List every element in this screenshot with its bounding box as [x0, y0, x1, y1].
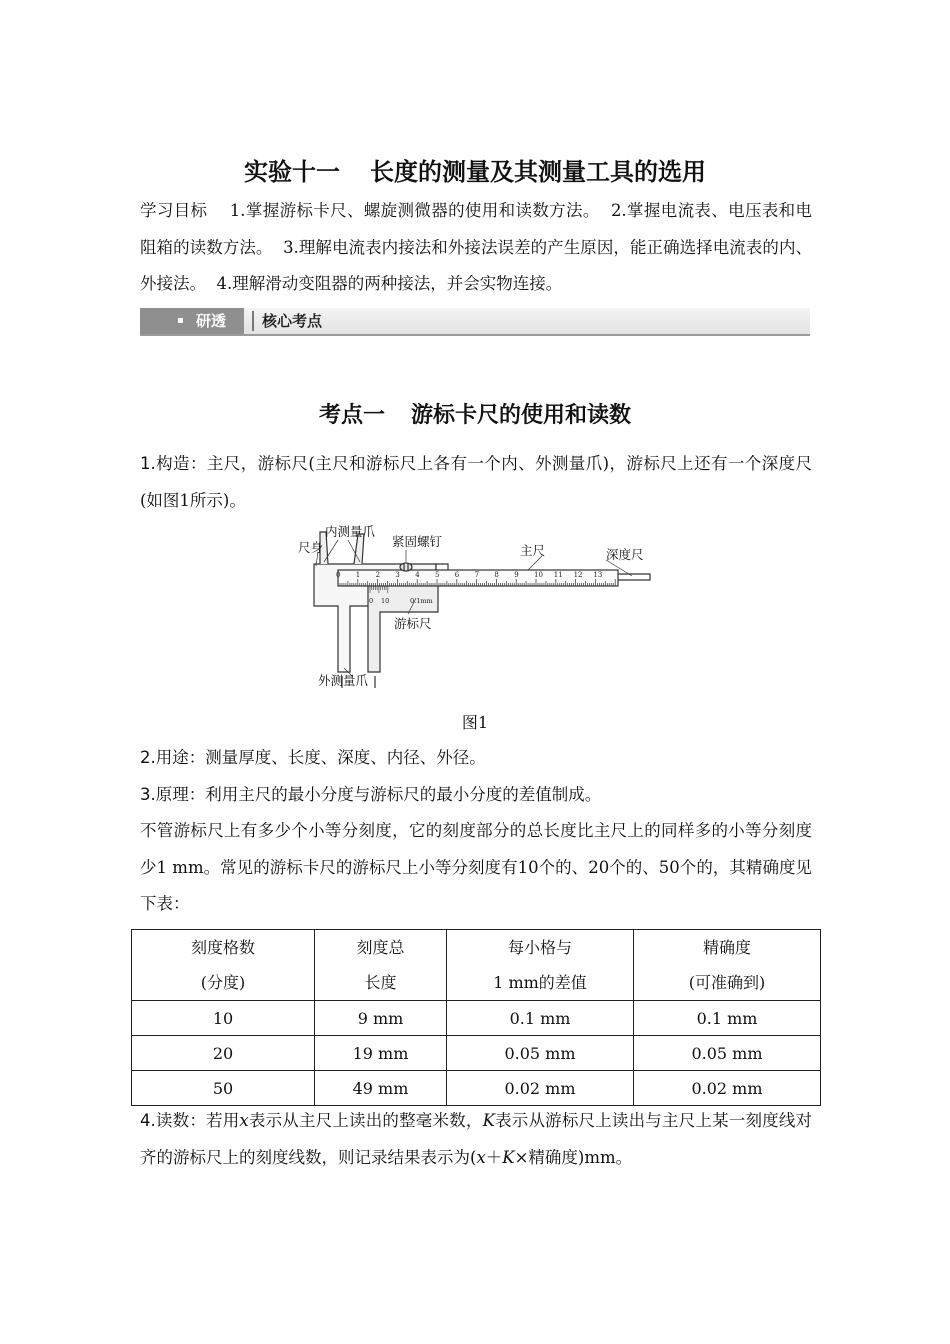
table-cell: 0.1 mm [634, 1001, 821, 1036]
reading-text: 表示从主尺上读出的整毫米数， [248, 1111, 483, 1130]
table-cell: 0.05 mm [634, 1036, 821, 1071]
label-main-scale: 主尺 [520, 543, 546, 558]
section-banner [140, 308, 810, 336]
header-line: 刻度格数 [190, 938, 255, 957]
banner-tag-text: 研透 [196, 312, 227, 330]
label-body: 尺身 [298, 540, 324, 555]
header-line: 每小格与 [507, 938, 572, 957]
objective-3: 3.理解电流表内接法和外接法误差的产生原因，能正确选择电流表的内、外接法。 [140, 237, 813, 293]
table-header-cell [447, 930, 634, 1001]
table-cell: 0.1 mm [447, 1001, 634, 1036]
vernier-caliper-diagram [298, 522, 654, 694]
construction-label: 1.构造： [140, 454, 207, 473]
principle-paragraph [140, 777, 812, 814]
title-part1: 实验十一 [244, 158, 340, 186]
main-scale-label: 11 [553, 571, 563, 579]
reading-text: 若用 [206, 1111, 240, 1130]
header-line: 长度 [364, 973, 397, 992]
var-x: x [476, 1147, 486, 1167]
table-cell: 19 mm [315, 1036, 447, 1071]
header-line: 精确度 [702, 938, 751, 957]
construction-paragraph [140, 446, 812, 519]
main-scale-label: 10 [534, 571, 543, 579]
reading-text: 精确度)mm。 [528, 1147, 633, 1167]
label-vernier: 游标尺 [394, 616, 432, 631]
usage-text: 测量厚度、长度、深度、内径、外径。 [205, 748, 486, 767]
square-bullet-icon [178, 318, 183, 323]
main-scale-label: 2 [375, 571, 381, 579]
main-scale-label: 12 [573, 571, 583, 579]
table-header-cell [634, 930, 821, 1001]
table-cell: 49 mm [315, 1071, 447, 1106]
caliper-figure [298, 522, 654, 694]
construction-text: 主尺，游标尺(主尺和游标尺上各有一个内、外测量爪)，游标尺上还有一个深度尺(如图1所示)。 [140, 454, 813, 510]
page-title [0, 152, 950, 187]
var-x: x [239, 1111, 249, 1130]
header-line: 1 mm的差值 [493, 973, 587, 992]
precision-mark: 0.1mm [410, 597, 433, 605]
times-symbol: × [514, 1147, 529, 1167]
objective-1: 1.掌握游标卡尺、螺旋测微器的使用和读数方法。 [229, 201, 600, 220]
table-header-cell [315, 930, 447, 1001]
table-header-cell [132, 930, 315, 1001]
main-scale-label: 9 [514, 571, 519, 579]
table-cell: 50 [132, 1071, 315, 1106]
section-part1: 考点一 [318, 403, 385, 428]
table-cell: 20 [132, 1036, 315, 1071]
main-scale-label: 3 [395, 571, 400, 579]
banner-divider [252, 311, 254, 331]
vernier-label-10: 10 [381, 597, 390, 605]
banner-text: 核心考点 [262, 312, 323, 330]
label-inner-jaw: 内测量爪 [325, 524, 376, 539]
main-scale-label: 8 [494, 571, 499, 579]
section-part2: 游标卡尺的使用和读数 [411, 403, 632, 428]
principle-text: 利用主尺的最小分度与游标尺的最小分度的差值制成。 [205, 785, 602, 804]
figure-caption: 图1 [461, 713, 489, 732]
label-outer-jaw: 外测量爪 [318, 673, 369, 688]
principle-label: 3.原理： [140, 785, 206, 804]
header-line: (可准确到) [688, 973, 766, 992]
table-cell: 9 mm [315, 1001, 447, 1036]
principle-detail: 不管游标尺上有多少个小等分刻度，它的刻度部分的总长度比主尺上的同样多的小等分刻度少1 mm。常见的游标卡尺的游标尺上小等分刻度有10个的、20个的、50个的，其精确度见下表： [140, 821, 812, 913]
precision-table [131, 929, 821, 1106]
reading-text: 表示从游标尺上读出与主尺上某一刻度线对齐的游标尺上的刻度线数，则记录结果表示为( [140, 1111, 813, 1167]
table-cell: 0.02 mm [634, 1071, 821, 1106]
title-part2: 长度的测量及其测量工具的选用 [370, 158, 706, 186]
var-k: K [502, 1147, 515, 1167]
objective-4: 4.理解滑动变阻器的两种接法，并会实物连接。 [216, 274, 563, 293]
banner-tag [140, 308, 244, 334]
vernier-label-0: 0 [369, 597, 374, 605]
objectives-label: 学习目标 [140, 201, 208, 220]
usage-label: 2.用途： [140, 748, 206, 767]
label-screw: 紧固螺钉 [392, 534, 443, 549]
main-scale-label: 1 [355, 571, 361, 579]
table-row [132, 1001, 821, 1036]
main-scale-label: 4 [415, 571, 420, 579]
main-scale-label: 7 [474, 571, 480, 579]
header-line: 刻度总 [356, 938, 405, 957]
main-scale-label: 6 [454, 571, 460, 579]
objective-2: 2.掌握电流表、电压表和电阻箱的读数方法。 [140, 201, 813, 257]
learning-objectives [140, 193, 812, 303]
var-k: K [482, 1111, 495, 1130]
reading-paragraph [140, 1103, 812, 1176]
table-cell: 0.02 mm [447, 1071, 634, 1106]
main-scale-label: 13 [593, 571, 603, 579]
main-scale-label: 0 [336, 571, 341, 579]
section-heading [0, 398, 950, 429]
main-scale-label: 5 [435, 571, 440, 579]
header-line: (分度) [200, 973, 246, 992]
table-row [132, 1071, 821, 1106]
plus-symbol: ＋ [485, 1147, 503, 1167]
reading-label: 4.读数： [140, 1111, 207, 1130]
table-cell: 10 [132, 1001, 315, 1036]
label-depth-rod: 深度尺 [606, 547, 644, 562]
table-row [132, 1036, 821, 1071]
table-cell: 0.05 mm [447, 1036, 634, 1071]
usage-paragraph [140, 740, 812, 777]
table-header-row [132, 930, 821, 1001]
